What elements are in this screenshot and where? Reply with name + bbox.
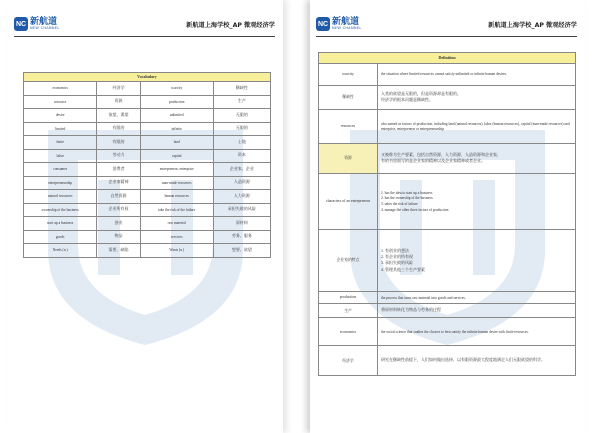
definition-text <box>378 86 576 110</box>
logo-en-text: NEW CHANNEL <box>30 25 60 30</box>
logo-cn-text: 新航道 <box>332 16 360 27</box>
vocabulary-translation: 物品 <box>97 230 140 244</box>
definition-table <box>318 52 576 376</box>
vocabulary-row <box>24 163 271 177</box>
vocabulary-term: entrepreneur, enterprise <box>140 163 213 177</box>
definition-row <box>319 86 576 110</box>
vocabulary-term: Wants (n.) <box>140 244 213 258</box>
page-right <box>310 0 585 433</box>
vocabulary-term: labor <box>24 149 97 163</box>
definition-text <box>378 318 576 346</box>
vocabulary-translation: 生产 <box>213 95 270 109</box>
vocabulary-term: man-made resources <box>140 176 213 190</box>
definition-row <box>319 144 576 174</box>
definition-row <box>319 64 576 86</box>
vocabulary-translation: 劳务、服务 <box>213 230 270 244</box>
definition-term: 稀缺性 <box>319 86 378 110</box>
vocabulary-term: services <box>140 230 213 244</box>
vocabulary-row <box>24 149 271 163</box>
definition-term: economics <box>319 318 378 346</box>
vocabulary-row <box>24 244 271 258</box>
definition-row <box>319 230 576 292</box>
page-left <box>8 0 283 433</box>
definition-line: 4. manage the other three factors of production <box>381 208 449 213</box>
vocabulary-translation: 人造资源 <box>213 176 270 190</box>
definition-term: production <box>319 292 378 304</box>
vocabulary-translation: 消费者 <box>97 163 140 177</box>
definition-term: 企业家的特点 <box>319 230 378 292</box>
definition-row <box>319 318 576 346</box>
definition-text <box>378 64 576 86</box>
definition-text <box>378 292 576 304</box>
vocabulary-row <box>24 122 271 136</box>
page-header <box>316 14 577 34</box>
vocabulary-translation: 创业 <box>97 217 140 231</box>
definition-term: 生产 <box>319 304 378 318</box>
vocabulary-row <box>24 109 271 123</box>
vocabulary-term: scarcity <box>140 82 213 96</box>
vocabulary-term: Needs (n.) <box>24 244 97 258</box>
definition-row <box>319 292 576 304</box>
vocabulary-translation: 自然资源 <box>97 190 140 204</box>
definition-term: resources <box>319 110 378 144</box>
vocabulary-row <box>24 190 271 204</box>
vocabulary-translation: 资本 <box>213 149 270 163</box>
header-title: 新航道上海学校_AP 微观经济学 <box>186 22 275 29</box>
definition-row <box>319 346 576 376</box>
vocabulary-translation: 有限的 <box>97 122 140 136</box>
vocabulary-term: goods <box>24 230 97 244</box>
vocabulary-term: production <box>140 95 213 109</box>
definition-term: 经济学 <box>319 346 378 376</box>
vocabulary-translation: 无限的 <box>213 109 270 123</box>
definition-line: 1. 有创业的想法 <box>381 247 409 253</box>
vocabulary-translation: 企业所有权 <box>97 203 140 217</box>
vocabulary-term: capital <box>140 149 213 163</box>
vocabulary-row <box>24 82 271 96</box>
definition-row <box>319 110 576 144</box>
vocabulary-term: economics <box>24 82 97 96</box>
vocabulary-heading: Vocabulary <box>24 73 271 82</box>
definition-heading: Definition <box>319 53 576 64</box>
vocabulary-term: start up a business <box>24 217 97 231</box>
vocabulary-translation: 原材料 <box>213 217 270 231</box>
definition-row <box>319 174 576 230</box>
logo-cn-text: 新航道 <box>30 16 58 27</box>
vocabulary-translation: 劳动力 <box>97 149 140 163</box>
definition-text <box>378 230 576 292</box>
definition-body <box>319 64 576 376</box>
definition-line: 4. 管理其他三个生产要素 <box>381 266 425 272</box>
definition-line: 将原材料转化为物品与劳务的过程 <box>381 307 441 313</box>
vocabulary-row <box>24 136 271 150</box>
vocabulary-term: entrepreneurship <box>24 176 97 190</box>
logo-en-text: NEW CHANNEL <box>332 25 362 30</box>
definition-line: 研究在稀缺性前提下，人们如何做出选择，以有限资源最大程度地满足人们无限欲望的科学。 <box>381 357 545 363</box>
definition-line: 3. takes the risk of failure <box>381 202 418 207</box>
vocabulary-term: natural resources <box>24 190 97 204</box>
vocabulary-term: finite <box>24 136 97 150</box>
vocabulary-translation: 欲望、渴望 <box>97 109 140 123</box>
vocabulary-term: limited <box>24 122 97 136</box>
vocabulary-translation: 经济学 <box>97 82 140 96</box>
vocabulary-row <box>24 217 271 231</box>
vocabulary-term: land <box>140 136 213 150</box>
definition-row <box>319 304 576 318</box>
definition-line: the process that turns raw material into goods and services. <box>381 295 466 300</box>
vocabulary-translation: 企业家精神 <box>97 176 140 190</box>
definition-line: 2. 有企业的所有权 <box>381 253 413 259</box>
vocabulary-term: consumer <box>24 163 97 177</box>
definition-text <box>378 174 576 230</box>
definition-line: the social science that studies the choices to best satisfy the infinite human desire with finite resources. <box>381 329 529 334</box>
vocabulary-translation: 有限的 <box>97 136 140 150</box>
vocabulary-term: desire <box>24 109 97 123</box>
header-divider <box>14 36 275 37</box>
definition-line: 1. has the idea to start up a business <box>381 190 433 195</box>
definition-text <box>378 144 576 174</box>
logo-mark-icon: NC <box>316 17 330 31</box>
vocabulary-translation: 承担失败的风险 <box>213 203 270 217</box>
definition-text <box>378 304 576 318</box>
vocabulary-translation: 土地 <box>213 136 270 150</box>
logo-mark-icon: NC <box>14 17 28 31</box>
page-header <box>14 14 275 34</box>
brand-logo <box>316 14 362 34</box>
vocabulary-row <box>24 203 271 217</box>
vocabulary-row <box>24 95 271 109</box>
vocabulary-term: take the risk of the failure <box>140 203 213 217</box>
vocabulary-term: resource <box>24 95 97 109</box>
header-divider <box>316 36 577 37</box>
vocabulary-table <box>23 72 271 258</box>
vocabulary-translation: 需要、缺陷 <box>97 244 140 258</box>
vocabulary-row <box>24 176 271 190</box>
definition-line: also named as factors of production, including land (natural resources), labor (human resources), capital (man-made resources) and enterprise, entrepreneur or entrepreneurship <box>381 122 570 131</box>
vocabulary-term: raw material <box>140 217 213 231</box>
vocabulary-row <box>24 230 271 244</box>
vocabulary-term: infinite <box>140 122 213 136</box>
brand-logo <box>14 14 60 34</box>
definition-term: 资源 <box>319 144 378 174</box>
vocabulary-translation: 企业家、企业 <box>213 163 270 177</box>
vocabulary-term: human resources <box>140 190 213 204</box>
vocabulary-translation: 人力资源 <box>213 190 270 204</box>
definition-line: the situation where limited resources cannot satisfy unlimited or infinite human desires. <box>381 72 507 77</box>
definition-text <box>378 346 576 376</box>
vocabulary-term: unlimited <box>140 109 213 123</box>
definition-line: 人类的欲望是无限的，但是资源却是有限的。 <box>381 90 461 96</box>
definition-line: 2. has the ownership of the business <box>381 196 433 201</box>
header-title: 新航道上海学校_AP 微观经济学 <box>488 22 577 29</box>
vocabulary-translation: 稀缺性 <box>213 82 270 96</box>
vocabulary-term: ownership of the business <box>24 203 97 217</box>
definition-line: 有的书里面写的是企业家的精神以及企业家精神或者企业。 <box>381 158 485 164</box>
vocabulary-translation: 无限的 <box>213 122 270 136</box>
vocabulary-translation: 想要、欲望 <box>213 244 270 258</box>
definition-text <box>378 110 576 144</box>
definition-line: 3. 承担失败的风险 <box>381 260 413 266</box>
definition-line: 又被称为生产要素，包括自然资源，人力资源，人造资源和企业家， <box>381 151 501 157</box>
vocabulary-body <box>24 82 271 258</box>
definition-term: characters of an entrepreneur <box>319 174 378 230</box>
definition-term: scarcity <box>319 64 378 86</box>
definition-line: 经济学的根本问题是稀缺性。 <box>381 97 433 103</box>
vocabulary-translation: 资源 <box>97 95 140 109</box>
